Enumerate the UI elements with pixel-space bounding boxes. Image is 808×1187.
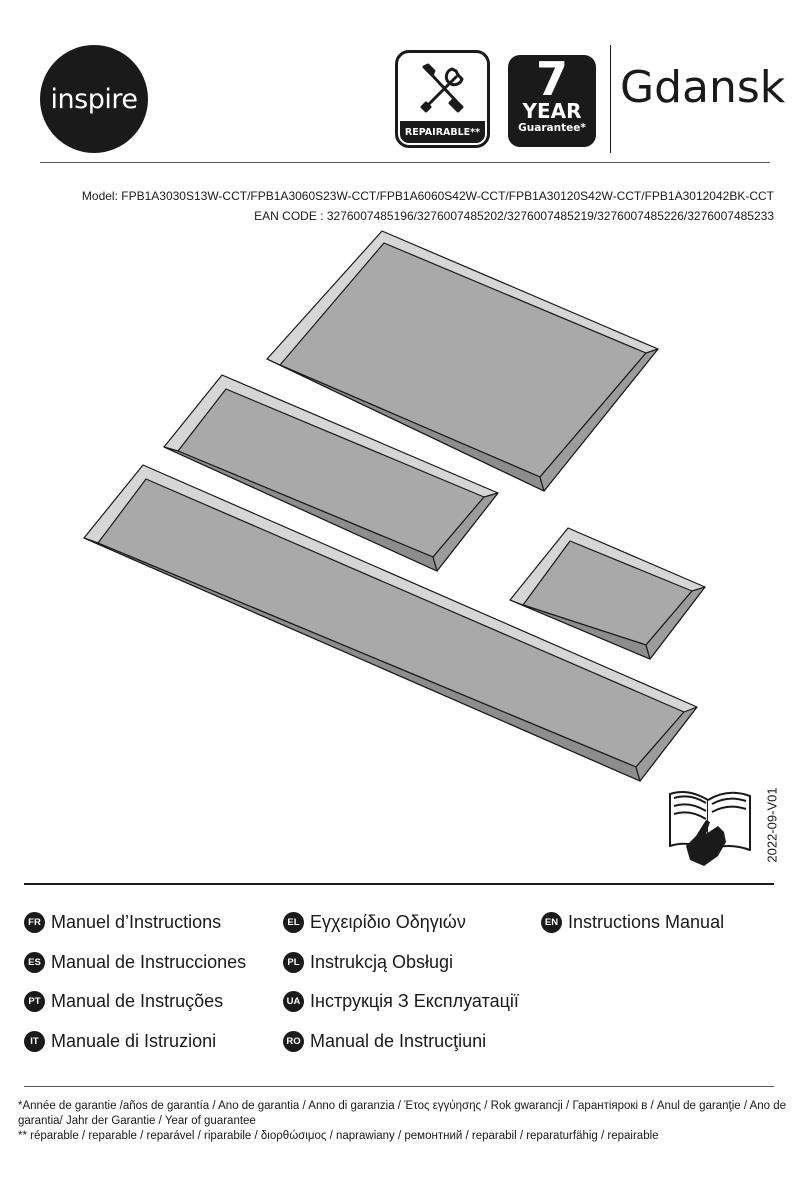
language-label: Manual de Instrucţiuni: [310, 1031, 487, 1051]
model-info: [82, 186, 774, 226]
language-code-badge: PT: [24, 991, 45, 1012]
language-pt: [24, 991, 223, 1012]
brand-title: Gdansk: [620, 62, 786, 113]
language-label: Manual de Instrucciones: [51, 952, 247, 972]
repairable-footnote: ** réparable / reparable / reparável / riparabile / διορθώσιμος / naprawiany / ремонтний / reparabil / reparaturfähig / repairable: [18, 1130, 659, 1142]
model-line: Model: FPB1A3030S13W-CCT/FPB1A3060S23W-CCT/FPB1A6060S42W-CCT/FPB1A30120S42W-CCT/FPB1A3012042BK-CCT: [81, 189, 774, 203]
repairable-badge: [395, 50, 490, 148]
repairable-label: REPAIRABLE**: [400, 121, 485, 143]
language-fr: [24, 912, 221, 933]
read-manual-icon: [666, 780, 754, 872]
language-label: Instructions Manual: [568, 912, 725, 932]
language-label: Manual de Instruções: [51, 991, 224, 1011]
language-ua: [283, 991, 519, 1012]
language-label: Manuale di Istruzioni: [51, 1031, 217, 1051]
language-code-badge: IT: [24, 1031, 45, 1052]
language-label: Інструкція З Експлуатації: [310, 991, 519, 1011]
footnotes: [18, 1099, 796, 1144]
language-code-badge: RO: [283, 1031, 304, 1052]
language-code-badge: EN: [541, 912, 562, 933]
footer-rule: [24, 1086, 774, 1087]
warranty-guarantee: Guarantee*: [518, 122, 586, 134]
language-code-badge: PL: [283, 952, 304, 973]
language-it: [24, 1031, 216, 1052]
section-rule: [24, 883, 774, 885]
warranty-footnote: *Année de garantie /años de garantía / Ano de garantia / Anno di garanzia / Έτος εγγύησης / Rok gwarancji / Гарантіярокі в / Anul de garanţie / Ano de garantia/ Jahr der Garantie / Year of guarantee: [18, 1100, 787, 1127]
warranty-year: YEAR: [522, 99, 582, 123]
ean-line: EAN CODE : 3276007485196/3276007485202/3276007485219/3276007485226/3276007485233: [254, 209, 774, 223]
logo-text: inspire: [50, 83, 138, 115]
language-label: Εγχειρίδιο Οδηγιών: [310, 912, 466, 932]
language-label: Instrukcją Obsługi: [310, 952, 454, 972]
warranty-number: 7: [535, 52, 568, 106]
header-rule: [40, 162, 770, 163]
language-pl: [283, 952, 453, 973]
language-en: [541, 912, 724, 933]
language-code-badge: EL: [283, 912, 304, 933]
language-es: [24, 952, 246, 973]
header-divider: [610, 45, 611, 153]
warranty-badge: [508, 52, 596, 147]
language-code-badge: ES: [24, 952, 45, 973]
version-code: 2022-09-V01: [764, 786, 780, 863]
language-code-badge: FR: [24, 912, 45, 933]
inspire-logo: [40, 45, 148, 153]
language-label: Manuel d’Instructions: [51, 912, 222, 932]
panels-illustration: [0, 225, 808, 805]
language-code-badge: UA: [283, 991, 304, 1012]
language-el: [283, 912, 466, 933]
language-ro: [283, 1031, 486, 1052]
tools-icon: [416, 59, 472, 115]
